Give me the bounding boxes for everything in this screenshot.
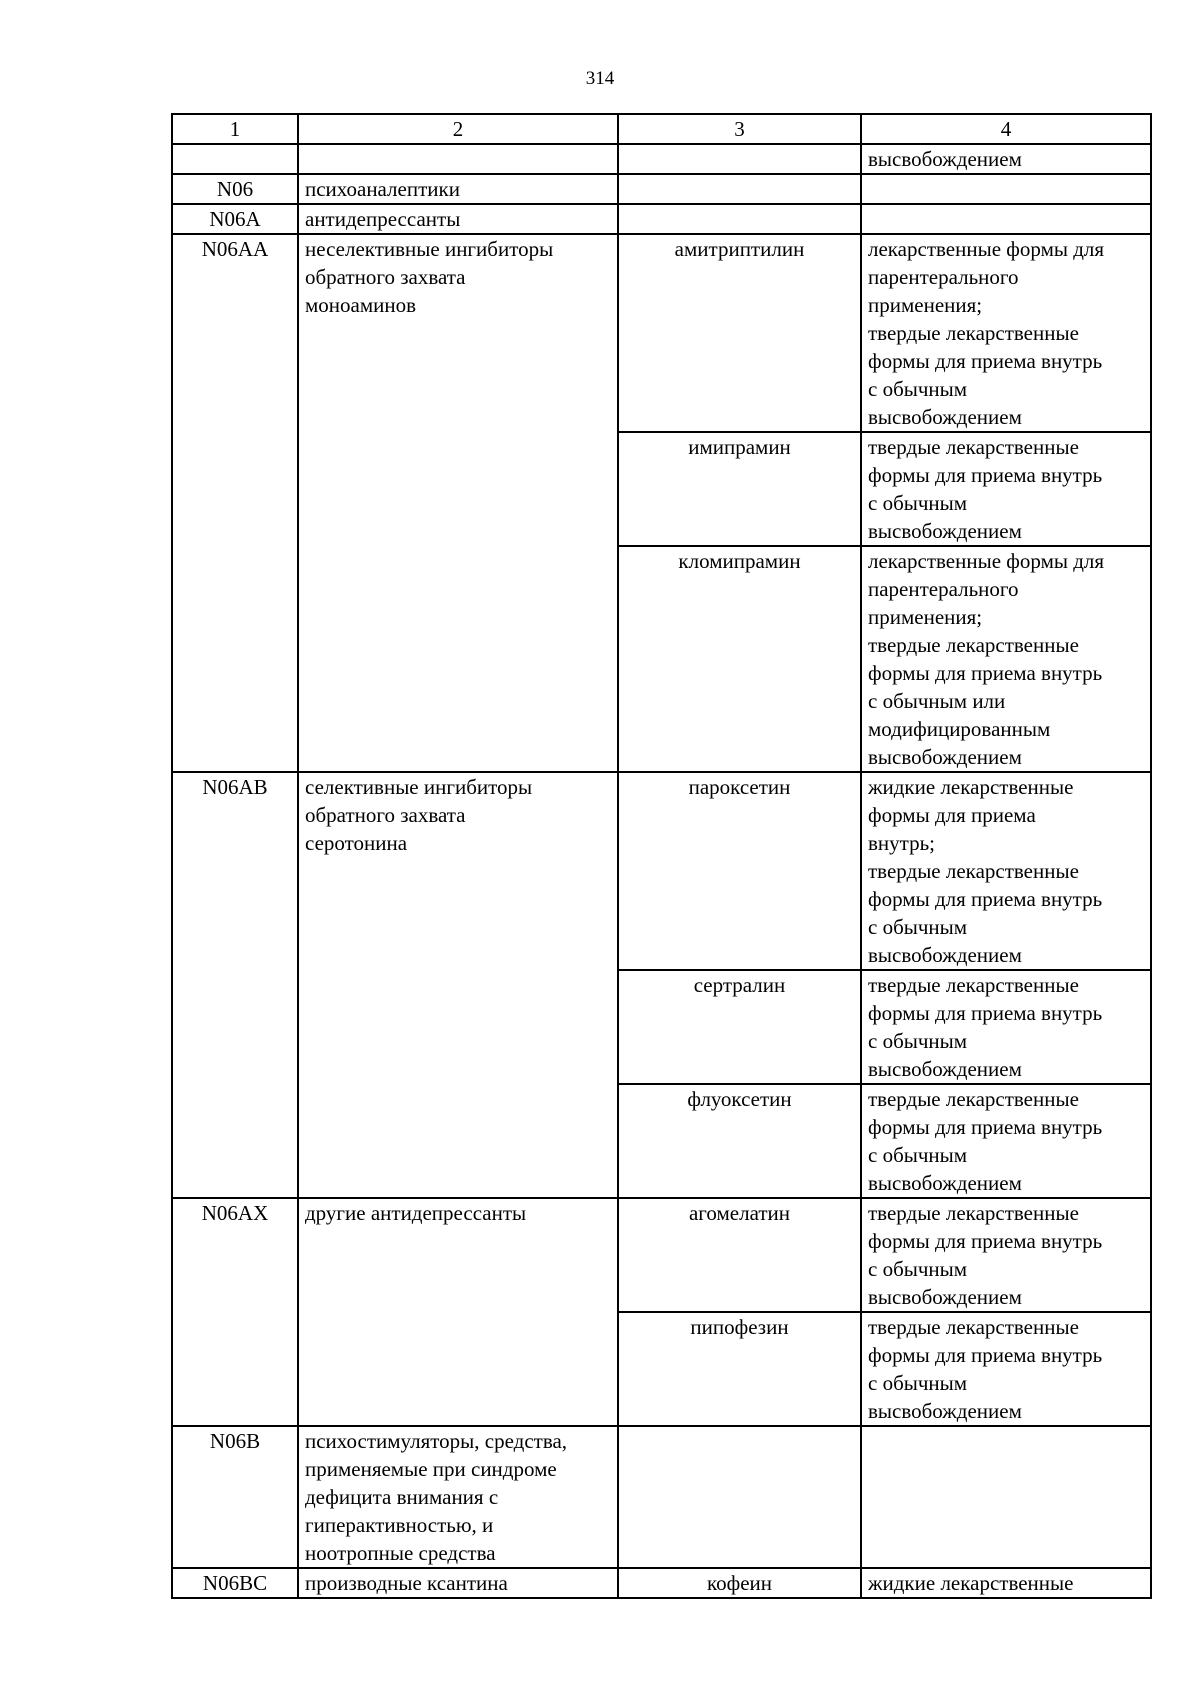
table-row (172, 174, 1151, 204)
drug-name-cell (618, 144, 861, 174)
drug-name-cell (618, 174, 861, 204)
group-name-cell (298, 144, 618, 174)
table-row (172, 234, 1151, 432)
table-row (172, 772, 1151, 970)
table-row (172, 204, 1151, 234)
group-name-cell: психостимуляторы, средства, применяемые при синдроме дефицита внимания с гиперактивностью, и ноотропные средства (298, 1426, 618, 1568)
drug-name-cell: кофеин (618, 1568, 861, 1598)
drug-name-cell: сертралин (618, 970, 861, 1084)
group-name-cell: неселективные ингибиторы обратного захвата моноаминов (298, 234, 618, 772)
drug-name-cell: кломипрамин (618, 546, 861, 772)
atc-code-cell: N06B (172, 1426, 298, 1568)
table-row (172, 1568, 1151, 1598)
table-row (172, 144, 1151, 174)
drug-name-cell: амитриптилин (618, 234, 861, 432)
dosage-form-cell: твердые лекарственные формы для приема внутрь с обычным высвобождением (861, 432, 1151, 546)
table-header-row (172, 114, 1151, 144)
group-name-cell: антидепрессанты (298, 204, 618, 234)
drug-name-cell: пароксетин (618, 772, 861, 970)
dosage-form-cell: твердые лекарственные формы для приема внутрь с обычным высвобождением (861, 1084, 1151, 1198)
group-name-cell: производные ксантина (298, 1568, 618, 1598)
atc-code-cell: N06AA (172, 234, 298, 772)
group-name-cell: психоаналептики (298, 174, 618, 204)
drug-name-cell (618, 1426, 861, 1568)
group-name-cell: селективные ингибиторы обратного захвата серотонина (298, 772, 618, 1198)
dosage-form-cell (861, 1426, 1151, 1568)
atc-code-cell: N06 (172, 174, 298, 204)
dosage-form-cell: жидкие лекарственные (861, 1568, 1151, 1598)
atc-code-cell (172, 144, 298, 174)
dosage-form-cell (861, 204, 1151, 234)
header-cell: 3 (618, 114, 861, 144)
dosage-form-cell: жидкие лекарственные формы для приема внутрь; твердые лекарственные формы для приема внутрь с обычным высвобождением (861, 772, 1151, 970)
atc-code-cell: N06A (172, 204, 298, 234)
table-row (172, 1426, 1151, 1568)
dosage-form-cell: твердые лекарственные формы для приема внутрь с обычным высвобождением (861, 1198, 1151, 1312)
dosage-form-cell: лекарственные формы для парентерального применения; твердые лекарственные формы для приема внутрь с обычным высвобождением (861, 234, 1151, 432)
dosage-form-cell: твердые лекарственные формы для приема внутрь с обычным высвобождением (861, 1312, 1151, 1426)
drug-name-cell (618, 204, 861, 234)
drug-classification-table (171, 113, 1152, 1599)
drug-name-cell: пипофезин (618, 1312, 861, 1426)
header-cell: 4 (861, 114, 1151, 144)
header-cell: 2 (298, 114, 618, 144)
table-row (172, 1198, 1151, 1312)
header-cell: 1 (172, 114, 298, 144)
dosage-form-cell: высвобождением (861, 144, 1151, 174)
drug-name-cell: флуоксетин (618, 1084, 861, 1198)
atc-code-cell: N06AB (172, 772, 298, 1198)
atc-code-cell: N06BC (172, 1568, 298, 1598)
group-name-cell: другие антидепрессанты (298, 1198, 618, 1426)
dosage-form-cell: твердые лекарственные формы для приема внутрь с обычным высвобождением (861, 970, 1151, 1084)
dosage-form-cell: лекарственные формы для парентерального применения; твердые лекарственные формы для приема внутрь с обычным или модифицированным высвобождением (861, 546, 1151, 772)
dosage-form-cell (861, 174, 1151, 204)
page-number: 314 (585, 68, 615, 89)
atc-code-cell: N06AX (172, 1198, 298, 1426)
drug-name-cell: имипрамин (618, 432, 861, 546)
drug-name-cell: агомелатин (618, 1198, 861, 1312)
